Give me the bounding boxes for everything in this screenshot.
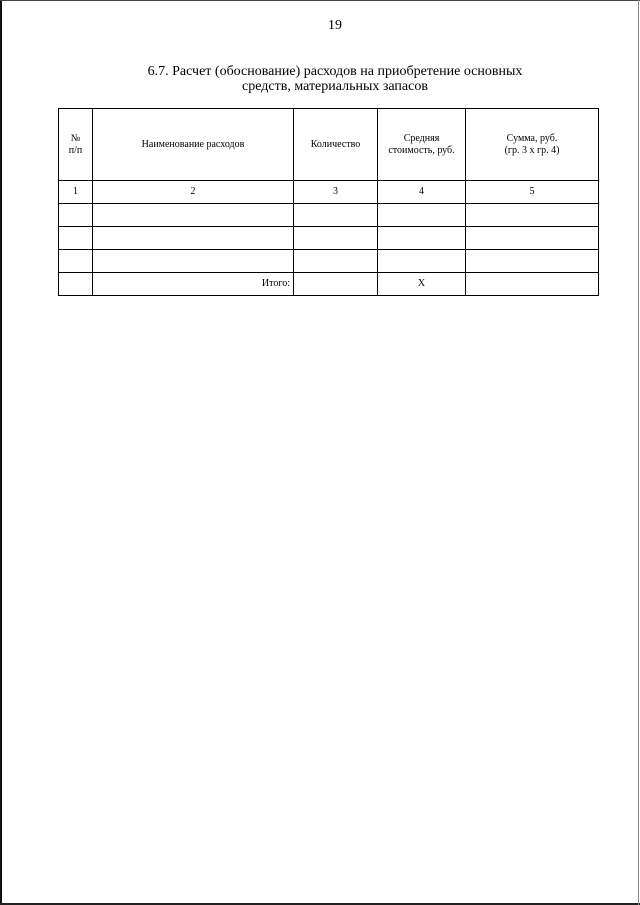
- header-cell-expense-name: Наименование расходов: [93, 109, 294, 181]
- table-cell: [93, 227, 294, 250]
- table-row: [59, 204, 599, 227]
- total-average-cost-mark: X: [378, 273, 466, 296]
- total-sum-cell: [466, 273, 599, 296]
- table-row: [59, 250, 599, 273]
- column-number-cell: 3: [294, 181, 378, 204]
- column-number-cell: 4: [378, 181, 466, 204]
- table-header-row: [59, 109, 599, 181]
- page-right-edge: [638, 0, 639, 905]
- table-cell: [378, 227, 466, 250]
- page-left-edge: [0, 0, 2, 905]
- table-cell: [466, 204, 599, 227]
- table-cell: [93, 250, 294, 273]
- table-cell: [93, 204, 294, 227]
- column-number-row: [59, 181, 599, 204]
- header-cell-sum: Сумма, руб. (гр. 3 x гр. 4): [466, 109, 599, 181]
- total-row: [59, 273, 599, 296]
- table-cell: [59, 204, 93, 227]
- total-label: Итого:: [93, 273, 294, 296]
- page-top-edge: [0, 0, 640, 1]
- table-cell: [378, 250, 466, 273]
- table-cell: [294, 250, 378, 273]
- header-cell-index: № п/п: [59, 109, 93, 181]
- table-row: [59, 227, 599, 250]
- section-heading: [120, 64, 550, 94]
- section-heading-line-1: 6.7. Расчет (обоснование) расходов на приобретение основных: [147, 64, 523, 79]
- total-quantity-cell: [294, 273, 378, 296]
- table-cell: [59, 273, 93, 296]
- table-cell: [378, 204, 466, 227]
- column-number-cell: 5: [466, 181, 599, 204]
- column-number-cell: 1: [59, 181, 93, 204]
- section-heading-line-2: средств, материальных запасов: [242, 79, 428, 94]
- table-cell: [294, 227, 378, 250]
- header-cell-quantity: Количество: [294, 109, 378, 181]
- table-cell: [59, 227, 93, 250]
- column-number-cell: 2: [93, 181, 294, 204]
- header-cell-average-cost: Средняя стоимость, руб.: [378, 109, 466, 181]
- table-cell: [466, 250, 599, 273]
- page-number: 19: [328, 18, 342, 33]
- table-cell: [59, 250, 93, 273]
- expense-calculation-table: [58, 108, 599, 296]
- table-cell: [466, 227, 599, 250]
- table-cell: [294, 204, 378, 227]
